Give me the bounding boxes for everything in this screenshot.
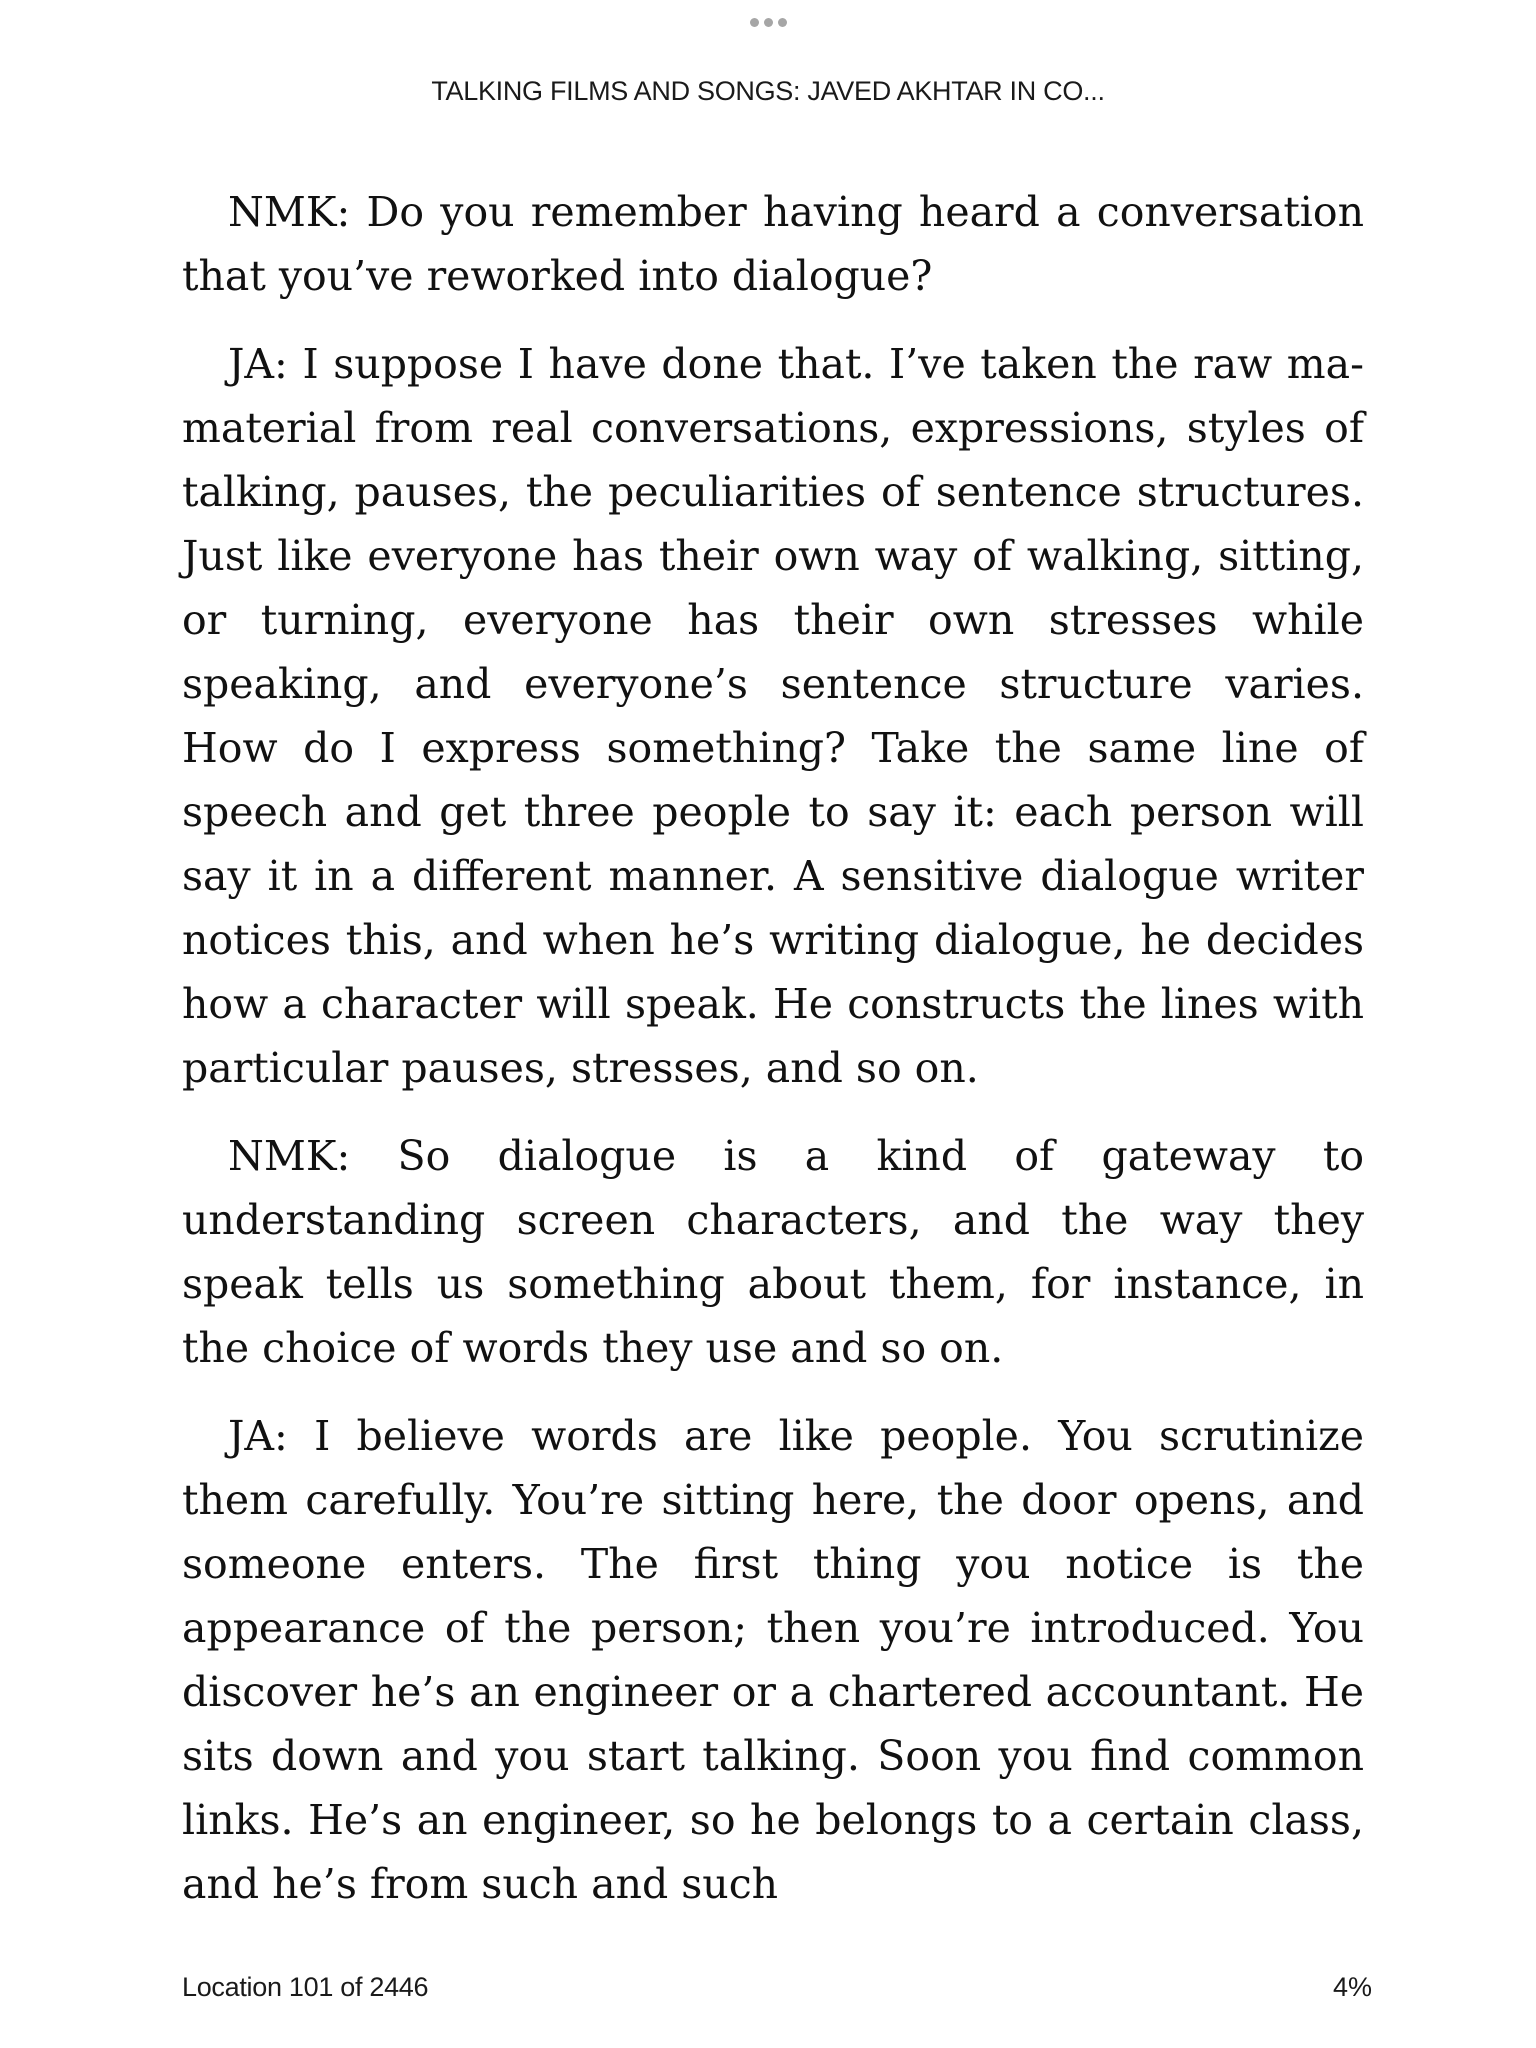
paragraph: NMK: So dialogue is a kind of gateway to understanding screen characters, and the way they speak tells us something about them, for instance, in the choice of words they use and so on.	[182, 1132, 1364, 1372]
page-content	[182, 180, 1364, 1908]
paragraph: JA: I believe words are like people. You scrutinize them carefully. You’re sitting here, the door opens, and someone enters. The first thing you notice is the appearance of the person; then you’re introduced. You discover he’s an engineer or a chartered accountant. He sits down and you start talking. Soon you find common links. He’s an engineer, so he belongs to a certain class, and he’s from such and such	[182, 1412, 1364, 1908]
paragraph: NMK: Do you remember having heard a conversation that you’ve reworked into dialogue?	[182, 188, 1364, 300]
dot	[764, 18, 773, 27]
dot	[750, 18, 759, 27]
reading-location[interactable]: Location 101 of 2446	[182, 1972, 429, 2002]
more-dots-icon[interactable]	[0, 18, 1536, 27]
reading-progress-percent: 4%	[1332, 1972, 1372, 2002]
book-title: TALKING FILMS AND SONGS: JAVED AKHTAR IN CO...	[431, 76, 1105, 106]
paragraph: JA: I suppose I have done that. I’ve taken the raw mamaterial from real conversations, expressions, styles of talking, pauses, the peculiarities of sentence structures. Just like everyone has their own way of walking, sitting, or turning, everyone has their own stresses while speaking, and everyone’s sentence structure varies. How do I express something? Take the same line of speech and get three people to say it: each person will say it in a different manner. A sensitive dialogue writer notices this, and when he’s writing dialogue, he decides how a character will speak. He constructs the lines with particular pauses, stresses, and so on.	[182, 340, 1364, 1092]
dot	[778, 18, 787, 27]
